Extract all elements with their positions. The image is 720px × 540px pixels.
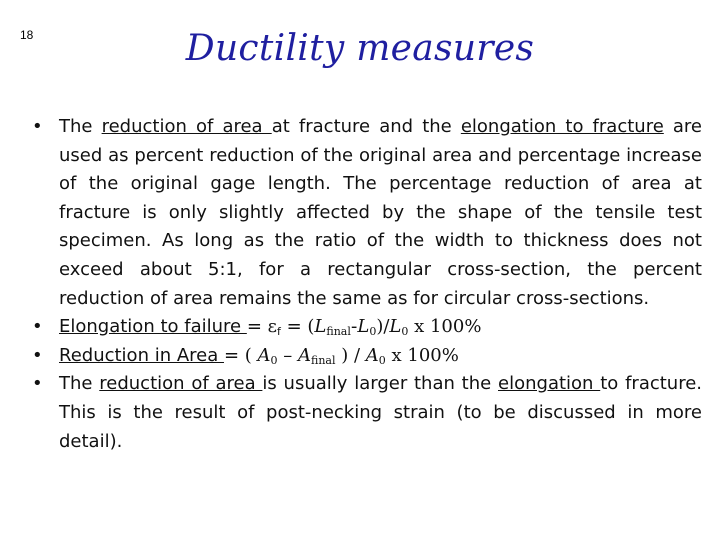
bullet-item xyxy=(32,113,702,313)
equation-text: = xyxy=(280,316,308,338)
equation-symbol: – xyxy=(277,344,298,366)
equation-symbol: ( xyxy=(244,344,258,366)
equation-symbol: x xyxy=(385,344,408,366)
epsilon-symbol: ε xyxy=(267,316,277,338)
equation-variable: A xyxy=(298,344,311,366)
bullet-text: are used as percent reduction of the original area and percentage increase of the original gage length. The percentage reduction of area at fracture is only slightly affected by the shape of the tensile test specimen. As long as the ratio of the width to thickness does not exceed about 5:1, for a rectangular cross-section, the percent reduction of area remains the same as for circular cross-sections. xyxy=(59,116,702,309)
equation-subscript: final xyxy=(326,325,351,339)
bullet-item xyxy=(32,370,702,456)
equation-variable: A xyxy=(365,344,379,366)
equation-text: = xyxy=(223,344,245,366)
bullet-text: The xyxy=(59,373,100,395)
equation-variable: L xyxy=(357,316,370,338)
equation-variable: A xyxy=(257,344,271,366)
equation-symbol: - xyxy=(350,316,358,338)
equation-variable: L xyxy=(314,316,327,338)
term-reduction-in-area: Reduction in Area xyxy=(59,344,224,366)
term-elongation-to-fracture: elongation to fracture xyxy=(460,116,664,137)
bullet-text: The xyxy=(59,116,102,137)
slide-number: 18 xyxy=(20,28,34,42)
bullet-text: to fracture. This is the result of post-necking strain (to be discussed in more detail). xyxy=(59,373,703,452)
term-elongation-to-failure: Elongation to failure xyxy=(59,316,247,338)
equation-subscript: final xyxy=(311,353,336,367)
term-reduction-of-area: reduction of area xyxy=(101,116,272,137)
bullet-text: at fracture and the xyxy=(271,116,461,137)
bullet-list xyxy=(32,113,702,456)
equation-symbol: )/ xyxy=(376,316,390,338)
equation-text: = xyxy=(246,316,268,338)
equation-subscript: 0 xyxy=(401,325,409,339)
equation-subscript: 0 xyxy=(369,325,377,339)
term-elongation: elongation xyxy=(498,373,601,395)
equation-symbol: x xyxy=(408,316,430,338)
slide-title: Ductility measures xyxy=(185,28,535,69)
bullet-item xyxy=(32,313,702,342)
equation-subscript: 0 xyxy=(378,353,386,367)
equation-value: 100% xyxy=(429,316,482,338)
equation-symbol: ( xyxy=(307,316,315,338)
bullet-item xyxy=(32,342,702,371)
equation-subscript: f xyxy=(276,325,281,339)
equation-symbol: ) / xyxy=(335,344,366,366)
equation-variable: L xyxy=(389,316,402,338)
bullet-text: is usually larger than the xyxy=(262,373,499,395)
term-reduction-of-area: reduction of area xyxy=(99,373,263,395)
equation-subscript: 0 xyxy=(270,353,278,367)
equation-value: 100% xyxy=(407,344,459,366)
